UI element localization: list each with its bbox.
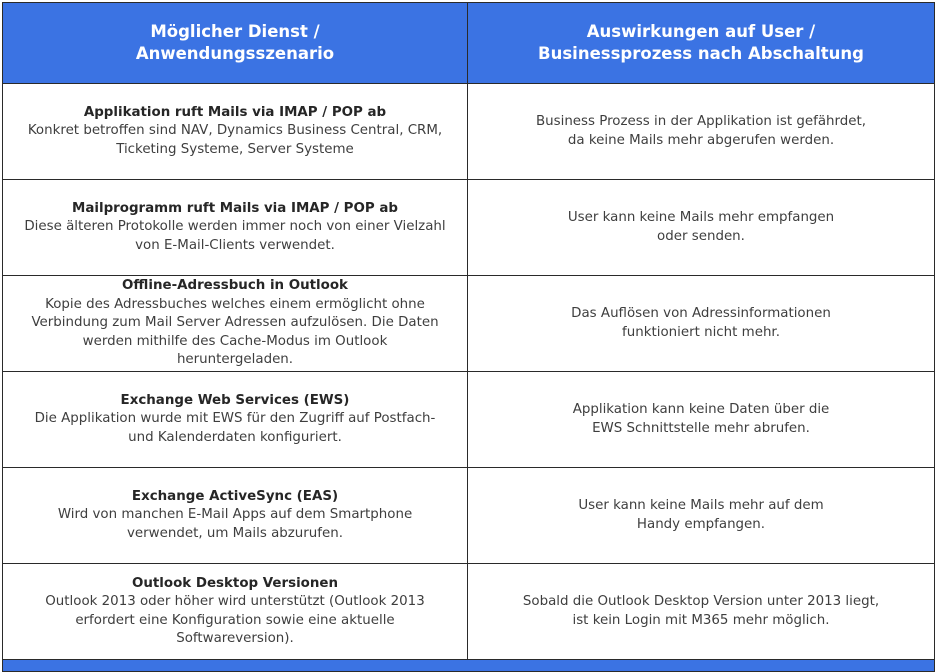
header-service-label: Möglicher Dienst / Anwendungsszenario [135, 22, 335, 63]
row-3-service [2, 276, 468, 372]
row-3-service-title: Offline-Adressbuch in Outlook [122, 278, 348, 294]
row-6-service [2, 564, 468, 660]
row-6-impact [468, 564, 935, 660]
row-2-service-title: Mailprogramm ruft Mails via IMAP / POP ab [72, 200, 398, 216]
row-2-impact [468, 180, 935, 276]
row-4-service-text: Die Applikation wurde mit EWS für den Zugriff auf Postfach- und Kalenderdaten konfiguriert. [34, 411, 436, 445]
row-4-impact-text: Applikation kann keine Daten über die EWS Schnittstelle mehr abrufen. [572, 402, 830, 436]
header-impact [468, 2, 935, 84]
row-4-service-title: Exchange Web Services (EWS) [120, 392, 350, 408]
row-4-service [2, 372, 468, 468]
row-1-service-title: Applikation ruft Mails via IMAP / POP ab [83, 104, 387, 120]
row-2-impact-text: User kann keine Mails mehr empfangen oder senden. [567, 210, 835, 244]
row-6-impact-text: Sobald die Outlook Desktop Version unter 2013 liegt, ist kein Login mit M365 mehr möglich. [522, 594, 880, 628]
row-1-impact-text: Business Prozess in der Applikation ist gefährdet, da keine Mails mehr abgerufen werden. [535, 114, 867, 148]
row-5-service-text: Wird von manchen E-Mail Apps auf dem Smartphone verwendet, um Mails abzurufen. [57, 507, 413, 541]
row-3-service-text: Kopie des Adressbuches welches einem ermöglicht ohne Verbindung zum Mail Server Adressen aufzulösen. Die Daten werden mithilfe des Cache-Modus im Outlook heruntergeladen. [31, 296, 439, 368]
row-1-impact [468, 84, 935, 180]
header-service [2, 2, 468, 84]
row-6-service-text: Outlook 2013 oder höher wird unterstützt (Outlook 2013 erfordert eine Konfiguration sowie eine aktuelle Softwareversion). [45, 594, 425, 646]
row-4-impact [468, 372, 935, 468]
row-5-impact-text: User kann keine Mails mehr auf dem Handy empfangen. [578, 498, 824, 532]
row-5-impact [468, 468, 935, 564]
header-impact-label: Auswirkungen auf User / Businessprozess nach Abschaltung [538, 22, 864, 63]
row-5-service [2, 468, 468, 564]
row-6-service-title: Outlook Desktop Versionen [131, 575, 339, 591]
row-1-service [2, 84, 468, 180]
row-2-service [2, 180, 468, 276]
comparison-table [2, 2, 935, 672]
row-1-service-text: Konkret betroffen sind NAV, Dynamics Business Central, CRM, Ticketing Systeme, Server Systeme [27, 123, 443, 157]
footer-bar [2, 660, 935, 672]
row-5-service-title: Exchange ActiveSync (EAS) [131, 488, 339, 504]
row-2-service-text: Diese älteren Protokolle werden immer noch von einer Vielzahl von E-Mail-Clients verwendet. [24, 219, 446, 253]
row-3-impact [468, 276, 935, 372]
row-3-impact-text: Das Auflösen von Adressinformationen funktioniert nicht mehr. [571, 306, 831, 340]
